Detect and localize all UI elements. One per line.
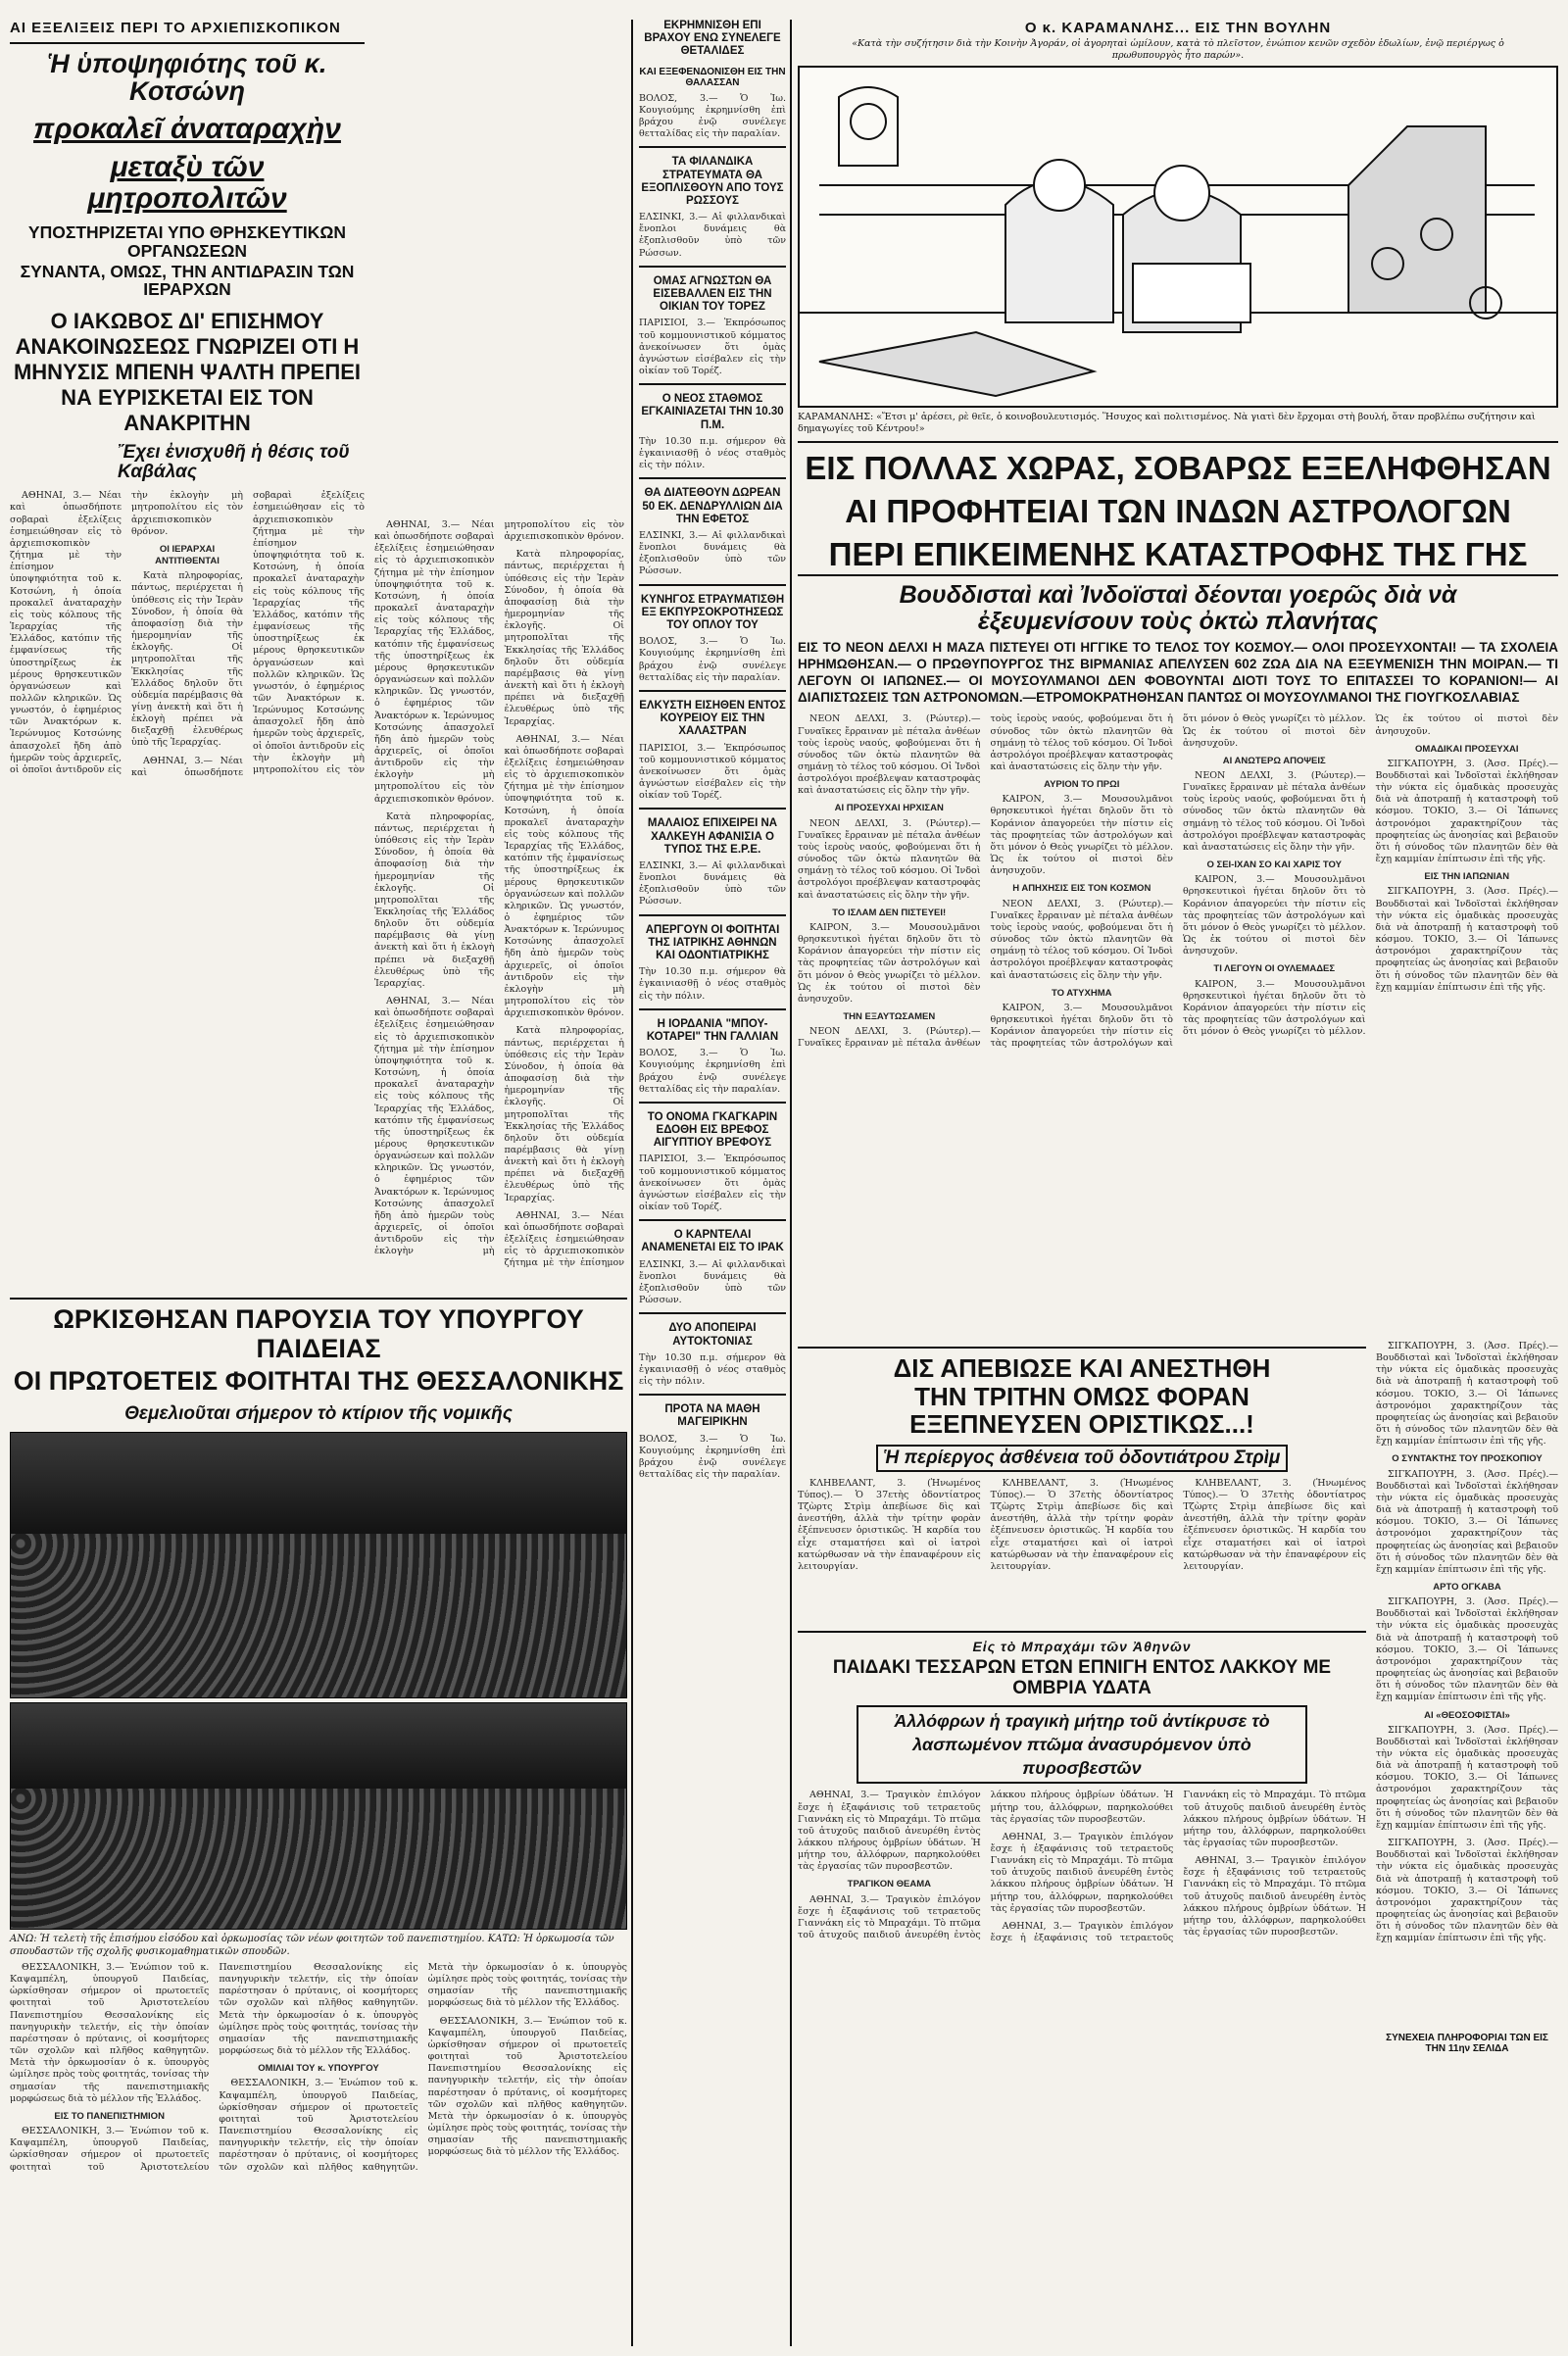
section-exautosamen: ΤΗΝ ΕΞΑΥΤΩΣΑΜΕΝ (843, 1010, 936, 1022)
article-text-4: ΝΕΟΝ ΔΕΛΧΙ, 3. (Ρώυτερ).— Γυναῖκες ἔρραιναν μὲ πέταλα ἀνθέων τοὺς ἱεροὺς ναούς, φοβούμεναι ὅτι ἡ σύνοδος τῶν ὀκτὼ πλανητῶν θὰ σημάνῃ τὸ τέλος τοῦ κόσμου. Οἱ Ἰνδοὶ ἀστρολόγοι προέβλεψαν καταστροφὰς καὶ ἀναστατώσεις εἰς ὅλην τὴν γῆν. (798, 713, 1173, 1050)
article-text-5: ΑΘΗΝΑΙ, 3.— Νέαι καὶ ὁπωσδήποτε σοβαραὶ ἐξελίξεις ἐσημειώθησαν εἰς τὸ ἀρχιεπισκοπικὸν ζήτημα μὲ τὴν ἐπίσημον ὑποψηφιότητα τοῦ κ. Κοτσώνη, ἡ ὁποία προκαλεῖ ἀναταραχὴν εἰς τοὺς κόλπους τῆς Ἱεραρχίας τῆς Ἑλλάδος, κατόπιν τῆς ἐμφανίσεως τῆς ὑποστηρίξεως ἐκ μέρους θρησκευτικῶν ὀργανώσεων καὶ πολλῶν κληρικῶν. Ὡς γνωστόν, ὁ ἐφημέριος τῶν Ἀνακτόρων κ. Ἱερώνυμος Κοτσώνης ἀπασχολεῖ ἤδη ἀπὸ ἡμερῶν τοὺς ἀρχιερεῖς, οἱ ὁποῖοι ἀντιδροῦν εἰς τὴν ἐκλογὴν μὴ μητροπολίτου εἰς τὸν ἀρχιεπισκοπικὸν θρόνον. (504, 733, 624, 1019)
cartoon-illustration (800, 68, 1556, 402)
article-text-2: Κατὰ πληροφορίας, πάντως, περιέρχεται ἡ ὑπόθεσις εἰς τὴν Ἱερὰν Σύνοδον, ἡ ὁποία θὰ ἀποφασίσῃ διὰ τὴν ἡμερομηνίαν τῆς ἐκλογῆς. Οἱ μητροπολῖται τῆς Ἐκκλησίας τῆς Ἑλλάδος δηλοῦν ὅτι οὐδεμία παρέμβασις θὰ γίνῃ ἀνεκτὴ καὶ ὅτι ἡ ἐκλογὴ πρέπει νὰ διεξαχθῇ ἐλευθέρως ὑπὸ τῆς Ἱεραρχίας. (374, 810, 495, 989)
photo-crowd (11, 1789, 626, 1929)
article-text-3: ΑΘΗΝΑΙ, 3.— Νέαι καὶ ὁπωσδήποτε σοβαραὶ ἐξελίξεις ἐσημειώθησαν εἰς τὸ ἀρχιεπισκοπικὸν ζήτημα μὲ τὴν ἐπίσημον ὑποψηφιότητα τοῦ κ. Κοτσώνη, ἡ ὁποία προκαλεῖ ἀναταραχὴν εἰς τοὺς κόλπους τῆς Ἱεραρχίας τῆς Ἑλλάδος, κατόπιν τῆς ἐμφανίσεως τῆς ὑποστηρίξεως ἐκ μέρους θρησκευτικῶν ὀργανώσεων καὶ πολλῶν κληρικῶν. Ὡς γνωστόν, ὁ ἐφημέριος τῶν Ἀνακτόρων κ. Ἱερώνυμος Κοτσώνης ἀπασχολεῖ ἤδη ἀπὸ ἡμερῶν τοὺς ἀρχιερεῖς, οἱ ὁποῖοι ἀντιδροῦν εἰς τὴν ἐκλογὴν μὴ μητροπολίτου εἰς τὸν ἀρχιεπισκοπικὸν θρόνον. (374, 519, 624, 1257)
divider (639, 266, 786, 268)
article-text-2: ΝΕΟΝ ΔΕΛΧΙ, 3. (Ρώυτερ).— Γυναῖκες ἔρραιναν μὲ πέταλα ἀνθέων τοὺς ἱεροὺς ναούς, φοβούμεναι ὅτι ἡ σύνοδος τῶν ὀκτὼ πλανητῶν θὰ σημάνῃ τὸ τέλος τοῦ κόσμου. Οἱ Ἰνδοὶ ἀστρολόγοι προέβλεψαν καταστροφὰς καὶ ἀναστατώσεις εἰς ὅλην τὴν γῆν. (798, 817, 981, 901)
divider (10, 1298, 627, 1300)
brief-station: Τὴν 10.30 π.μ. σήμερον θὰ ἐγκαινιασθῇ ὁ νέος σταθμὸς εἰς τὴν πόλιν. (639, 435, 786, 471)
column-rule (790, 20, 792, 2346)
students-article (10, 1292, 627, 2356)
divider (639, 1312, 786, 1314)
article-text-3: ΣΙΓΚΑΠΟΥΡΗ, 3. (Ἀσσ. Πρές).— Βουδδισταὶ καὶ Ἰνδοϊσταὶ ἐκλήθησαν τὴν νύκτα εἰς ὁμαδικὰς προσευχὰς διὰ νὰ ἀποτραπῇ ἡ καταστροφὴ τοῦ κόσμου. ΤΟΚΙΟ, 3.— Οἱ Ἰάπωνες ἀστρονόμοι χαρακτηρίζουν τὰς προφητείας ὡς ἀνοησίας καὶ βεβαιοῦν ὅτι ἡ σύνοδος τῶν πλανητῶν δὲν θὰ ἔχῃ καμμίαν ἐπίπτωσιν ἐπὶ τῆς γῆς. (1376, 1596, 1558, 1703)
cartoon-caption: ΚΑΡΑΜΑΝΛΗΣ: «Ἔτσι μ' ἀρέσει, ρὲ θεῖε, ὁ κοινοβουλευτισμός. Ἥσυχος καὶ πολιτισμένος. Νὰ γιατὶ δὲν ἔρχομαι στὴ βουλή, ὅταν προβλέπω συζήτησιν καὶ δημαγωγίες τοῦ Κέντρου!» (798, 411, 1536, 434)
photo-ceremony-top (10, 1432, 627, 1698)
subhead-reaction: ΣΥΝΑΝΤΑ, ΟΜΩΣ, ΤΗΝ ΑΝΤΙΔΡΑΣΙΝ ΤΩΝ ΙΕΡΑΡΧΩΝ (20, 261, 355, 300)
headline-barber: ΕΛΚΥΣΤΗ ΕΙΣΗΘΕΝ ΕΝΤΟΣ ΚΟΥΡΕΙΟΥ ΕΙΣ ΤΗΝ ΧΑΛΑΣΤΡΑΝ (639, 699, 786, 738)
headline-hunter: ΚΥΝΗΓΟΣ ΕΤΡΑΥΜΑΤΙΣΘΗ ΕΞ ΕΚΠΥΡΣΟΚΡΟΤΗΣΕΩΣ ΤΟΥ ΟΠΛΟΥ ΤΟΥ (640, 593, 785, 632)
divider (10, 42, 365, 44)
article-text-3: ΑΘΗΝΑΙ, 3.— Νέαι καὶ ὁπωσδήποτε σοβαραὶ ἐξελίξεις ἐσημειώθησαν εἰς τὸ ἀρχιεπισκοπικὸν ζήτημα μὲ τὴν ἐπίσημον ὑποψηφιότητα τοῦ κ. Κοτσώνη, ἡ ὁποία προκαλεῖ ἀναταραχὴν εἰς τοὺς κόλπους τῆς Ἱεραρχίας τῆς Ἑλλάδος, κατόπιν τῆς ἐμφανίσεως τῆς ὑποστηρίξεως ἐκ μέρους θρησκευτικῶν ὀργανώσεων καὶ πολλῶν κληρικῶν. Ὡς γνωστόν, ὁ ἐφημέριος τῶν Ἀνακτόρων κ. Ἱερώνυμος Κοτσώνης ἀπασχολεῖ ἤδη ἀπὸ ἡμερῶν τοὺς ἀρχιερεῖς, οἱ ὁποῖοι ἀντιδροῦν εἰς τὴν ἐκλογὴν μὴ μητροπολίτου εἰς τὸν (131, 490, 365, 778)
brief-gagarin: ΠΑΡΙΣΙΟΙ, 3.— Ἐκπρόσωπος τοῦ κομμουνιστικοῦ κόμματος ἀνεκοίνωσεν ὅτι ὁμὰς ἀγνώστων εἰσέβαλεν εἰς τὴν οἰκίαν τοῦ Τορέζ. (639, 1153, 786, 1213)
brief-trees: ΕΛΣΙΝΚΙ, 3.— Αἱ φιλλανδικαὶ ἔνοπλοι δυνάμεις θὰ ἐξοπλισθοῦν ὑπὸ τῶν Ρώσσων. (639, 530, 786, 577)
dentist-text (798, 1478, 1366, 1625)
dentist-headline-4: Ἡ περίεργος ἀσθένεια τοῦ ὀδοντιάτρου Στρὶμ (876, 1445, 1288, 1472)
headline-turmoil: προκαλεῖ ἀναταραχὴν (33, 112, 341, 145)
headline-kavala: Ἔχει ἐνισχυθῆ ἡ θέσις τοῦ Καβάλας (118, 442, 350, 483)
brief-rock: ΒΟΛΟΣ, 3.— Ὁ Ἰω. Κουγιούμης ἐκρημνίσθη ἐπὶ βράχου ἐνῷ συνέλεγε θετταλίδας εἰς τὴν παραλίαν. (639, 92, 786, 140)
article-text-2: ΑΘΗΝΑΙ, 3.— Τραγικὸν ἐπιλόγον ἔσχε ἡ ἐξαφάνισις τοῦ τετραετοῦς Γιαννάκη εἰς τὸ Μπραχάμι. Τὸ πτῶμα τοῦ ἀτυχοῦς παιδιοῦ ἀνευρέθη ἐντὸς λάκκου πλήρους ὀμβρίων ὑδάτων. Ἡ μήτηρ του, ἀλλόφρων, παρηκολούθει τὰς ἐργασίας τῶν πυροσβεστῶν. (798, 1790, 1174, 1941)
section-artogkava: ΑΡΤΟ ΟΓΚΑΒΑ (1433, 1581, 1501, 1593)
desk-prop (819, 332, 1094, 396)
kicker-archbishop: ΑΙ ΕΞΕΛΙΞΕΙΣ ΠΕΡΙ ΤΟ ΑΡΧΙΕΠΙΣΚΟΠΙΚΟΝ (10, 20, 341, 36)
article-text-2: Κατὰ πληροφορίας, πάντως, περιέρχεται ἡ ὑπόθεσις εἰς τὴν Ἱερὰν Σύνοδον, ἡ ὁποία θὰ ἀποφασίσῃ διὰ τὴν ἡμερομηνίαν τῆς ἐκλογῆς. Οἱ μητροπολῖται τῆς Ἐκκλησίας τῆς Ἑλλάδος δηλοῦν ὅτι οὐδεμία παρέμβασις θὰ γίνῃ ἀνεκτὴ καὶ ὅτι ἡ ἐκλογὴ πρέπει νὰ διεξαχθῇ ἐλευθέρως ὑπὸ τῆς Ἱεραρχίας. (131, 570, 243, 749)
cartoon-kicker: Ο κ. ΚΑΡΑΜΑΝΛΗΣ... ΕΙΣ ΤΗΝ ΒΟΥΛΗΝ (1024, 20, 1332, 36)
article-text-3: ΚΛΗΒΕΛΑΝΤ, 3. (Ἡνωμένος Τύπος).— Ὁ 37ετὴς ὀδοντίατρος Τζὼρτς Στρὶμ ἀπεβίωσε δὶς καὶ ἀνεστήθη, ἀλλὰ τὴν τρίτην φορὰν ἐξέπνευσεν ὁριστικῶς. Ἡ καρδία του εἶχε σταματήσει καὶ οἱ ἰατροὶ κατώρθωσαν νὰ τὴν ἐπαναφέρουν εἰς λειτουργίαν. (1183, 1477, 1366, 1572)
headline-station: Ο ΝΕΟΣ ΣΤΑΘΜΟΣ ΕΓΚΑΙΝΙΑΖΕΤΑΙ ΤΗΝ 10.30 Π.Μ. (641, 393, 784, 431)
photo-wall (11, 1703, 626, 1793)
section-prayers-group: ΟΜΑΔΙΚΑΙ ΠΡΟΣΕΥΧΑΙ (1415, 743, 1519, 755)
dentist-article (798, 1341, 1366, 2356)
lead-article (798, 713, 1558, 1262)
cartoon-drawing (798, 66, 1558, 408)
section-minister: ΟΜΙΛΙΑΙ ΤΟΥ κ. ΥΠΟΥΡΓΟΥ (258, 2063, 379, 2075)
divider (639, 808, 786, 810)
headline-suicide: ΔΥΟ ΑΠΟΠΕΙΡΑΙ ΑΥΤΟΚΤΟΝΙΑΣ (668, 1322, 757, 1348)
brief-cooking: ΒΟΛΟΣ, 3.— Ὁ Ἰω. Κουγιούμης ἐκρημνίσθη ἐπὶ βράχου ἐνῷ συνέλεγε θετταλίδας εἰς τὴν παραλίαν. (639, 1433, 786, 1481)
section-prayers: ΑΙ ΠΡΟΣΕΥΧΑΙ ΗΡΧΙΣΑΝ (834, 803, 944, 814)
brief-jordan: ΒΟΛΟΣ, 3.— Ὁ Ἰω. Κουγιούμης ἐκρημνίσθη ἐπὶ βράχου ἐνῷ συνέλεγε θετταλίδας εἰς τὴν παραλίαν. (639, 1048, 786, 1095)
photo-ceremony-bottom (10, 1702, 627, 1930)
article-text-6: Κατὰ πληροφορίας, πάντως, περιέρχεται ἡ ὑπόθεσις εἰς τὴν Ἱερὰν Σύνοδον, ἡ ὁποία θὰ ἀποφασίσῃ διὰ τὴν ἡμερομηνίαν τῆς ἐκλογῆς. Οἱ μητροπολῖται τῆς Ἐκκλησίας τῆς Ἑλλάδος δηλοῦν ὅτι οὐδεμία παρέμβασις θὰ γίνῃ ἀνεκτὴ καὶ ὅτι ἡ ἐκλογὴ πρέπει νὰ διεξαχθῇ ἐλευθέρως ὑπὸ τῆς Ἱεραρχίας. (504, 1025, 624, 1203)
cartoon-intro: «Κατὰ τὴν συζήτησιν διὰ τὴν Κοινὴν Ἀγοράν, οἱ ἀγορηταὶ ὡμίλουν, κατὰ τὸ πλεῖστον, ἐνώπιον κενῶν σχεδὸν ἐδωλίων, ἐνῷ περιέργως ὁ πρωθυπουργὸς ἦτο παρών». (852, 38, 1504, 61)
child-headline: ΠΑΙΔΑΚΙ ΤΕΣΣΑΡΩΝ ΕΤΩΝ ΕΠΝΙΓΗ ΕΝΤΟΣ ΛΑΚΚΟΥ ΜΕ ΟΜΒΡΙΑ ΥΔΑΤΑ (832, 1656, 1332, 1698)
section-editor: Ο ΣΥΝΤΑΚΤΗΣ ΤΟΥ ΠΡΟΣΚΟΠΙΟΥ (1392, 1453, 1543, 1465)
article-archbishop (10, 490, 365, 784)
article-text-5: ΚΑΙΡΟΝ, 3.— Μουσουλμᾶνοι θρησκευτικοὶ ἡγέται δηλοῦν ὅτι τὸ Κοράνιον ἀπαγορεύει τὴν πίστιν εἰς τὰς προφητείας τῶν ἀστρολόγων καὶ ὅτι μόνον ὁ Θεὸς γνωρίζει τὸ μέλλον. Ὡς ἐκ τούτου οἱ πιστοὶ δὲν ἀνησυχοῦν. (990, 794, 1173, 877)
article-students (10, 1962, 627, 2178)
section-accident: ΤΟ ΑΤΥΧΗΜΑ (1052, 987, 1112, 999)
divider (639, 914, 786, 916)
brief-finland: ΕΛΣΙΝΚΙ, 3.— Αἱ φιλλανδικαὶ ἔνοπλοι δυνάμεις θὰ ἐξοπλισθοῦν ὑπὸ τῶν Ρώσσων. (639, 212, 786, 259)
karamanlis-head (1154, 166, 1209, 221)
section-japan: ΕΙΣ ΤΗΝ ΙΑΠΩΝΙΑΝ (1424, 871, 1510, 883)
lead-headline-2: ΑΙ ΠΡΟΦΗΤΕΙΑΙ ΤΩΝ ΙΝΔΩΝ ΑΣΤΡΟΛΟΓΩΝ (845, 492, 1511, 529)
article-continued (374, 519, 624, 1274)
article-text-5: ΑΘΗΝΑΙ, 3.— Τραγικὸν ἐπιλόγον ἔσχε ἡ ἐξαφάνισις τοῦ τετραετοῦς Γιαννάκη εἰς τὸ Μπραχάμι. Τὸ πτῶμα τοῦ ἀτυχοῦς παιδιοῦ ἀνευρέθη ἐντὸς λάκκου πλήρους ὀμβρίων ὑδάτων. Ἡ μήτηρ του, ἀλλόφρων, παρηκολούθει τὰς ἐργασίας τῶν πυροσβεστῶν. (1183, 1855, 1366, 1939)
headline-kotsonis: Ἡ ὑποψηφιότης τοῦ κ. Κοτσώνη (47, 49, 327, 107)
child-kicker: Εἰς τὸ Μπραχάμι τῶν Ἀθηνῶν (972, 1638, 1192, 1654)
article-text: ΑΘΗΝΑΙ, 3.— Νέαι καὶ ὁπωσδήποτε σοβαραὶ ἐξελίξεις ἐσημειώθησαν εἰς τὸ ἀρχιεπισκοπικὸν ζήτημα μὲ τὴν ἐπίσημον ὑποψηφιότητα τοῦ κ. Κοτσώνη, ἡ ὁποία προκαλεῖ ἀναταραχὴν εἰς τοὺς κόλπους τῆς Ἱεραρχίας τῆς Ἑλλάδος, κατόπιν τῆς ἐμφανίσεως τῆς ὑποστηρίξεως ἐκ μέρους θρησκευτικῶν ὀργανώσεων καὶ πολλῶν κληρικῶν. Ὡς γνωστόν, ὁ ἐφημέριος τῶν Ἀνακτόρων κ. Ἱερώνυμος Κοτσώνης ἀπασχολεῖ ἤδη ἀπὸ ἡμερῶν τοὺς ἀρχιερεῖς, οἱ ὁποῖοι ἀντιδροῦν εἰς τὴν ἐκλογὴν μὴ μητροπολίτου εἰς τὸν ἀρχιεπισκοπικὸν θρόνον. (374, 519, 495, 805)
article-text-6: ΝΕΟΝ ΔΕΛΧΙ, 3. (Ρώυτερ).— Γυναῖκες ἔρραιναν μὲ πέταλα ἀνθέων τοὺς ἱεροὺς ναούς, φοβούμεναι ὅτι ἡ σύνοδος τῶν ὀκτὼ πλανητῶν θὰ σημάνῃ τὸ τέλος τοῦ κόσμου. Οἱ Ἰνδοὶ ἀστρολόγοι προέβλεψαν καταστροφὰς καὶ ἀναστατώσεις εἰς ὅλην τὴν γῆν. (990, 898, 1173, 981)
article-text-12: ΣΙΓΚΑΠΟΥΡΗ, 3. (Ἀσσ. Πρές).— Βουδδισταὶ καὶ Ἰνδοϊσταὶ ἐκλήθησαν τὴν νύκτα εἰς ὁμαδικὰς προσευχὰς διὰ νὰ ἀποτραπῇ ἡ καταστροφὴ τοῦ κόσμου. ΤΟΚΙΟ, 3.— Οἱ Ἰάπωνες ἀστρονόμοι χαρακτηρίζουν τὰς προφητείας ὡς ἀνοησίας καὶ βεβαιοῦν ὅτι ἡ σύνοδος τῶν πλανητῶν δὲν θὰ ἔχῃ καμμίαν ἐπίπτωσιν ἐπὶ τῆς γῆς. (1375, 886, 1558, 993)
headline-gagarin: ΤΟ ΟΝΟΜΑ ΓΚΑΓΚΑΡΙΝ ΕΔΟΘΗ ΕΙΣ ΒΡΕΦΟΣ ΑΙΓΥΠΤΙΟΥ ΒΡΕΦΟΥΣ (647, 1110, 778, 1150)
divider (639, 1394, 786, 1396)
archbishop-continued (374, 519, 624, 1274)
section-hierarchs: ΟΙ ΙΕΡΑΡΧΑΙ ΑΝΤΙΤΙΘΕΝΤΑΙ (155, 543, 220, 567)
photo-caption: ΑΝΩ: Ἡ τελετὴ τῆς ἐπισήμου εἰσόδου καὶ ὁρκωμοσίας τῶν νέων φοιτητῶν τοῦ πανεπιστημίου. ΚΑΤΩ: Ἡ ὁρκωμοσία τῶν σπουδαστῶν τῆς σχολῆς φυσικομαθηματικῶν σπουδῶν. (10, 1934, 614, 1957)
article-text-2: ΘΕΣΣΑΛΟΝΙΚΗ, 3.— Ἐνώπιον τοῦ κ. Καψαμπέλη, ὑπουργοῦ Παιδείας, ὡρκίσθησαν σήμερον οἱ πρωτοετεῖς φοιτηταὶ τοῦ Ἀριστοτελείου Πανεπιστημίου Θεσσαλονίκης εἰς πανηγυρικὴν τελετήν, εἰς τὴν ὁποίαν παρέστησαν ὁ πρύτανις, οἱ κοσμήτορες τῶν σχολῶν καὶ πλῆθος καθηγητῶν. Μετὰ τὴν ὁρκωμοσίαν ὁ κ. ὑπουργὸς ὡμίλησε πρὸς τοὺς φοιτητάς, τονίσας τὴν σημασίαν τῆς πανεπιστημιακῆς μορφώσεως διὰ τὸ μέλλον τῆς Ἑλλάδος. (10, 1962, 418, 2173)
lead-headline-3: ΠΕΡΙ ΕΠΙΚΕΙΜΕΝΗΣ ΚΑΤΑΣΤΡΟΦΗΣ ΤΗΣ ΓΗΣ (798, 535, 1558, 576)
divider (639, 383, 786, 385)
brief-thorez: ΠΑΡΙΣΙΟΙ, 3.— Ἐκπρόσωπος τοῦ κομμουνιστικοῦ κόμματος ἀνεκοίνωσεν ὅτι ὁμὰς ἀγνώστων εἰσέβαλεν εἰς τὴν οἰκίαν τοῦ Τορέζ. (639, 318, 786, 377)
dentist-headline-3: ΕΞΕΠΝΕΥΣΕΝ ΟΡΙΣΤΙΚΩΣ...! (909, 1409, 1254, 1440)
divider (798, 1347, 1366, 1349)
lead-headline-4: Βουδδισταὶ καὶ Ἰνδοϊσταὶ δέονται γοερῶς διὰ νὰ ἐξευμενίσουν τοὺς ὀκτὼ πλανήτας (899, 581, 1457, 635)
article-text: ΚΛΗΒΕΛΑΝΤ, 3. (Ἡνωμένος Τύπος).— Ὁ 37ετὴς ὀδοντίατρος Τζὼρτς Στρὶμ ἀπεβίωσε δὶς καὶ ἀνεστήθη, ἀλλὰ τὴν τρίτην φορὰν ἐξέπνευσεν ὁριστικῶς. Ἡ καρδία του εἶχε σταματήσει καὶ οἱ ἰατροὶ κατώρθωσαν νὰ τὴν ἐπαναφέρουν εἰς λειτουργίαν. (798, 1477, 981, 1572)
section-islam: ΤΟ ΙΣΛΑΜ ΔΕΝ ΠΙΣΤΕΥΕΙ! (832, 907, 947, 918)
column-rule (631, 20, 633, 2346)
article-text-7: ΚΑΙΡΟΝ, 3.— Μουσουλμᾶνοι θρησκευτικοὶ ἡγέται δηλοῦν ὅτι τὸ Κοράνιον ἀπαγορεύει τὴν πίστιν εἰς τὰς προφητείας τῶν ἀστρολόγων καὶ ὅτι μόνον ὁ Θεὸς γνωρίζει τὸ μέλλον. Ὡς ἐκ τούτου οἱ πιστοὶ δὲν ἀνησυχοῦν. (990, 713, 1366, 1050)
headline-iakovos: Ο ΙΑΚΩΒΟΣ ΔΙ' ΕΠΙΣΗΜΟΥ ΑΝΑΚΟΙΝΩΣΕΩΣ ΓΝΩΡΙΖΕΙ ΟΤΙ Η ΜΗΝΥΣΙΣ ΜΠΕΝΗ ΨΑΛΤΗ ΠΡΕΠΕΙ ΝΑ ΕΥΡΙΣΚΕΤΑΙ ΕΙΣ ΤΟΝ ΑΝΑΚΡΙΤΗΝ (13, 308, 362, 435)
minister-head (1034, 160, 1085, 211)
brief-malaios: ΕΛΣΙΝΚΙ, 3.— Αἱ φιλλανδικαὶ ἔνοπλοι δυνάμεις θὰ ἐξοπλισθοῦν ὑπὸ τῶν Ρώσσων. (639, 860, 786, 908)
article-text-3: ΑΘΗΝΑΙ, 3.— Τραγικὸν ἐπιλόγον ἔσχε ἡ ἐξαφάνισις τοῦ τετραετοῦς Γιαννάκη εἰς τὸ Μπραχάμι. Τὸ πτῶμα τοῦ ἀτυχοῦς παιδιοῦ ἀνευρέθη ἐντὸς λάκκου πλήρους ὀμβρίων ὑδάτων. Ἡ μήτηρ του, ἀλλόφρων, παρηκολούθει τὰς ἐργασίας τῶν πυροσβεστῶν. (990, 1831, 1174, 1914)
article-text-4: Κατὰ πληροφορίας, πάντως, περιέρχεται ἡ ὑπόθεσις εἰς τὴν Ἱερὰν Σύνοδον, ἡ ὁποία θὰ ἀποφασίσῃ διὰ τὴν ἡμερομηνίαν τῆς ἐκλογῆς. Οἱ μητροπολῖται τῆς Ἐκκλησίας τῆς Ἑλλάδος δηλοῦν ὅτι οὐδεμία παρέμβασις θὰ γίνῃ ἀνεκτὴ καὶ ὅτι ἡ ἐκλογὴ πρέπει νὰ διεξαχθῇ ἐλευθέρως ὑπὸ τῆς Ἱεραρχίας. (504, 549, 624, 727)
divider (798, 441, 1558, 443)
lead-summary: ΕΙΣ ΤΟ ΝΕΟΝ ΔΕΛΧΙ Η ΜΑΖΑ ΠΙΣΤΕΥΕΙ ΟΤΙ ΗΓΓΙΚΕ ΤΟ ΤΕΛΟΣ ΤΟΥ ΚΟΣΜΟΥ.— ΟΛΟΙ ΠΡΟΣΕΥΧΟΝΤΑΙ! — ΤΑ ΣΧΟΛΕΙΑ ΗΡΗΜΩΘΗΣΑΝ.— Ο ΠΡΩΘΥΠΟΥΡΓΟΣ ΤΗΣ ΒΙΡΜΑΝΙΑΣ ΑΠΕΛΥΣΕΝ 602 ΖΩΑ ΔΙΑ ΝΑ ΕΞΕΥΜΕΝΙΣΗ ΤΗΝ ΜΟΙΡΑΝ.— ΤΙ ΛΕΓΟΥΝ ΟΙ ΙΑΠΩΝΕΣ.— ΟΙ ΜΟΥΣΟΥΛΜΑΝΟΙ ΔΕΝ ΦΟΒΟΥΝΤΑΙ ΔΙΟΤΙ ΤΟΥΣ ΤΟ ΕΠΙΤΑΣΣΕΙ ΤΟ ΚΟΡΑΝΙΟΝ!— ΑΙ ΔΙΑΠΙΣΤΩΣΕΙΣ ΤΩΝ ΑΣΤΡΟΝΟΜΩΝ.—ΕΤΡΟΜΟΚΡΑΤΗΘΗΣΑΝ ΠΑΝΤΩΣ ΟΙ ΜΟΥΣΟΥΛΜΑΝΟΙ ΤΗΣ ΓΙΟΥΓΚΟΣΛΑΒΙΑΣ (798, 639, 1558, 705)
article-text: ΣΙΓΚΑΠΟΥΡΗ, 3. (Ἀσσ. Πρές).— Βουδδισταὶ καὶ Ἰνδοϊσταὶ ἐκλήθησαν τὴν νύκτα εἰς ὁμαδικὰς προσευχὰς διὰ νὰ ἀποτραπῇ ἡ καταστροφὴ τοῦ κόσμου. ΤΟΚΙΟ, 3.— Οἱ Ἰάπωνες ἀστρονόμοι χαρακτηρίζουν τὰς προφητείας ὡς ἀνοησίας καὶ βεβαιοῦν ὅτι ἡ σύνοδος τῶν πλανητῶν δὲν θὰ ἔχῃ καμμίαν ἐπίπτωσιν ἐπὶ τῆς γῆς. (1376, 1341, 1558, 1448)
article-text-3: ΚΑΙΡΟΝ, 3.— Μουσουλμᾶνοι θρησκευτικοὶ ἡγέται δηλοῦν ὅτι τὸ Κοράνιον ἀπαγορεύει τὴν πίστιν εἰς τὰς προφητείας τῶν ἀστρολόγων καὶ ὅτι μόνον ὁ Θεὸς γνωρίζει τὸ μέλλον. Ὡς ἐκ τούτου οἱ πιστοὶ δὲν ἀνησυχοῦν. (798, 921, 981, 1005)
section-seiichan: Ο ΣΕΙ-ΙΧΑΝ ΣΟ ΚΑΙ ΧΑΡΙΣ ΤΟΥ (1206, 859, 1343, 871)
section-views: ΑΙ ΑΝΩΤΕΡΩ ΑΠΟΨΕΙΣ (1222, 755, 1326, 766)
article-text: ΘΕΣΣΑΛΟΝΙΚΗ, 3.— Ἐνώπιον τοῦ κ. Καψαμπέλη, ὑπουργοῦ Παιδείας, ὡρκίσθησαν σήμερον οἱ πρωτοετεῖς φοιτηταὶ τοῦ Ἀριστοτελείου Πανεπιστημίου Θεσσαλονίκης εἰς πανηγυρικὴν τελετήν, εἰς τὴν ὁποίαν παρέστησαν ὁ πρύτανις, οἱ κοσμήτορες τῶν σχολῶν καὶ πλῆθος καθηγητῶν. Μετὰ τὴν ὁρκωμοσίαν ὁ κ. ὑπουργὸς ὡμίλησε πρὸς τοὺς φοιτητάς, τονίσας τὴν σημασίαν τῆς πανεπιστημιακῆς μορφώσεως διὰ τὸ μέλλον τῆς Ἑλλάδος. (10, 1962, 210, 2104)
headline-law-building: Θεμελιοῦται σήμερον τὸ κτίριον τῆς νομικῆς (124, 1403, 513, 1425)
headline-finland: ΤΑ ΦΙΛΑΝΔΙΚΑ ΣΤΡΑΤΕΥΜΑΤΑ ΘΑ ΕΞΟΠΛΙΣΘΟΥΝ ΑΠΟ ΤΟΥΣ ΡΩΣΣΟΥΣ (641, 156, 784, 207)
divider (639, 1219, 786, 1221)
headline-thorez: ΟΜΑΣ ΑΓΝΩΣΤΩΝ ΘΑ ΕΙΣΕΒΑΛΛΕΝ ΕΙΣ ΤΗΝ ΟΙΚΙΑΝ ΤΟΥ ΤΟΡΕΖ (653, 274, 772, 314)
article-text-4: ΣΙΓΚΑΠΟΥΡΗ, 3. (Ἀσσ. Πρές).— Βουδδισταὶ καὶ Ἰνδοϊσταὶ ἐκλήθησαν τὴν νύκτα εἰς ὁμαδικὰς προσευχὰς διὰ νὰ ἀποτραπῇ ἡ καταστροφὴ τοῦ κόσμου. ΤΟΚΙΟ, 3.— Οἱ Ἰάπωνες ἀστρονόμοι χαρακτηρίζουν τὰς προφητείας ὡς ἀνοησίας καὶ βεβαιοῦν ὅτι ἡ σύνοδος τῶν πλανητῶν δὲν θὰ ἔχῃ καμμίαν ἐπίπτωσιν ἐπὶ τῆς γῆς. (1376, 1724, 1558, 1831)
headline-cooking: ΠΡΟΤΑ ΝΑ ΜΑΘΗ ΜΑΓΕΙΡΙΚΗΝ (664, 1403, 760, 1429)
article-text-5: ΣΙΓΚΑΠΟΥΡΗ, 3. (Ἀσσ. Πρές).— Βουδδισταὶ καὶ Ἰνδοϊσταὶ ἐκλήθησαν τὴν νύκτα εἰς ὁμαδικὰς προσευχὰς διὰ νὰ ἀποτραπῇ ἡ καταστροφὴ τοῦ κόσμου. ΤΟΚΙΟ, 3.— Οἱ Ἰάπωνες ἀστρονόμοι χαρακτηρίζουν τὰς προφητείας ὡς ἀνοησίας καὶ βεβαιοῦν ὅτι ἡ σύνοδος τῶν πλανητῶν δὲν θὰ ἔχῃ καμμίαν ἐπίπτωσιν ἐπὶ τῆς γῆς. (1376, 1838, 1558, 1944)
article-text-4: ΑΘΗΝΑΙ, 3.— Τραγικὸν ἐπιλόγον ἔσχε ἡ ἐξαφάνισις τοῦ τετραετοῦς Γιαννάκη εἰς τὸ Μπραχάμι. Τὸ πτῶμα τοῦ ἀτυχοῦς παιδιοῦ ἀνευρέθη ἐντὸς λάκκου πλήρους ὀμβρίων ὑδάτων. Ἡ μήτηρ του, ἀλλόφρων, παρηκολούθει τὰς ἐργασίας τῶν πυροσβεστῶν. (990, 1790, 1366, 1944)
section-theosophists: ΑΙ «ΘΕΟΣΟΦΙΣΤΑΙ» (1424, 1709, 1510, 1721)
headline-strike: ΑΠΕΡΓΟΥΝ ΟΙ ΦΟΙΤΗΤΑΙ ΤΗΣ ΙΑΤΡΙΚΗΣ ΑΘΗΝΩΝ ΚΑΙ ΟΔΟΝΤΙΑΤΡΙΚΗΣ (645, 923, 780, 962)
headline-students: ΟΙ ΠΡΩΤΟΕΤΕΙΣ ΦΟΙΤΗΤΑΙ ΤΗΣ ΘΕΣΣΑΛΟΝΙΚΗΣ (13, 1366, 624, 1397)
article-text-8: ΝΕΟΝ ΔΕΛΧΙ, 3. (Ρώυτερ).— Γυναῖκες ἔρραιναν μὲ πέταλα ἀνθέων τοὺς ἱεροὺς ναούς, φοβούμεναι ὅτι ἡ σύνοδος τῶν ὀκτὼ πλανητῶν θὰ σημάνῃ τὸ τέλος τοῦ κόσμου. Οἱ Ἰνδοὶ ἀστρολόγοι προέβλεψαν καταστροφὰς καὶ ἀναστατώσεις εἰς ὅλην τὴν γῆν. (1183, 770, 1366, 853)
section-university: ΕΙΣ ΤΟ ΠΑΝΕΠΙΣΤΗΜΙΟΝ (54, 2110, 165, 2122)
brief-suicide: Τὴν 10.30 π.μ. σήμερον θὰ ἐγκαινιασθῇ ὁ νέος σταθμὸς εἰς τὴν πόλιν. (639, 1351, 786, 1388)
headline-trees: ΘΑ ΔΙΑΤΕΘΟΥΝ ΔΩΡΕΑΝ 50 ΕΚ. ΔΕΝΔΡΥΛΛΙΩΝ ΔΙΑ ΤΗΝ ΕΦΕΤΟΣ (642, 487, 783, 525)
brief-strike: Τὴν 10.30 π.μ. σήμερον θὰ ἐγκαινιασθῇ ὁ νέος σταθμὸς εἰς τὴν πόλιν. (639, 966, 786, 1002)
brief-barber: ΠΑΡΙΣΙΟΙ, 3.— Ἐκπρόσωπος τοῦ κομμουνιστικοῦ κόμματος ἀνεκοίνωσεν ὅτι ὁμὰς ἀγνώστων εἰσέβαλεν εἰς τὴν οἰκίαν τοῦ Τορέζ. (639, 742, 786, 802)
headline-kardelj: Ο ΚΑΡΝΤΕΛΑΙ ΑΝΑΜΕΝΕΤΑΙ ΕΙΣ ΤΟ ΙΡΑΚ (641, 1229, 784, 1254)
lead-headline-1: ΕΙΣ ΠΟΛΛΑΣ ΧΩΡΑΣ, ΣΟΒΑΡΩΣ ΕΞΕΛΗΦΘΗΣΑΝ (805, 449, 1551, 486)
news-column (639, 20, 786, 2356)
divider (639, 477, 786, 479)
headline-sea: ΚΑΙ ΕΞΕΦΕΝΔΟΝΙΣΘΗ ΕΙΣ ΤΗΝ ΘΑΛΑΣΣΑΝ (639, 66, 786, 89)
brief-hunter: ΒΟΛΟΣ, 3.— Ὁ Ἰω. Κουγιούμης ἐκρημνίσθη ἐπὶ βράχου ἐνῷ συνέλεγε θετταλίδας εἰς τὴν παραλίαν. (639, 636, 786, 683)
right-text (1376, 1341, 1558, 2027)
headline-rock: ΕΚΡΗΜΝΙΣΘΗ ΕΠΙ ΒΡΑΧΟΥ ΕΝΩ ΣΥΝΕΛΕΓΕ ΘΕΤΑΛΙΔΕΣ (644, 20, 781, 58)
brief-kardelj: ΕΛΣΙΝΚΙ, 3.— Αἱ φιλλανδικαὶ ἔνοπλοι δυνάμεις θὰ ἐξοπλισθοῦν ὑπὸ τῶν Ρώσσων. (639, 1258, 786, 1306)
speaker-head (851, 104, 886, 139)
article-text-7: ΑΘΗΝΑΙ, 3.— Νέαι καὶ ὁπωσδήποτε σοβαραὶ ἐξελίξεις ἐσημειώθησαν εἰς τὸ ἀρχιεπισκοπικὸν ζήτημα μὲ τὴν ἐπίσημον (504, 1209, 624, 1269)
article-text: ΝΕΟΝ ΔΕΛΧΙ, 3. (Ρώυτερ).— Γυναῖκες ἔρραιναν μὲ πέταλα ἀνθέων τοὺς ἱεροὺς ναούς, φοβούμεναι ὅτι ἡ σύνοδος τῶν ὀκτὼ πλανητῶν θὰ σημάνῃ τὸ τέλος τοῦ κόσμου. Οἱ Ἰνδοὶ ἀστρολόγοι προέβλεψαν καταστροφὰς καὶ ἀναστατώσεις εἰς ὅλην τὴν γῆν. (798, 713, 981, 797)
headline-jordan: Η ΙΟΡΔΑΝΙΑ "ΜΠΟΥ-ΚΟΤΑΡΕΙ" ΤΗΝ ΓΑΛΛΙΑΝ (646, 1017, 779, 1043)
subhead-support: ΥΠΟΣΤΗΡΙΖΕΤΑΙ ΥΠΟ ΘΡΗΣΚΕΥΤΙΚΩΝ ΟΡΓΑΝΩΣΕΩΝ (27, 222, 347, 261)
article-text-11: ΣΙΓΚΑΠΟΥΡΗ, 3. (Ἀσσ. Πρές).— Βουδδισταὶ καὶ Ἰνδοϊσταὶ ἐκλήθησαν τὴν νύκτα εἰς ὁμαδικὰς προσευχὰς διὰ νὰ ἀποτραπῇ ἡ καταστροφὴ τοῦ κόσμου. ΤΟΚΙΟ, 3.— Οἱ Ἰάπωνες ἀστρονόμοι χαρακτηρίζουν τὰς προφητείας ὡς ἀνοησίας καὶ βεβαιοῦν ὅτι ἡ σύνοδος τῶν πλανητῶν δὲν θὰ ἔχῃ καμμίαν ἐπίπτωσιν ἐπὶ τῆς γῆς. (1375, 758, 1558, 865)
headline-malaios: ΜΑΛΑΙΟΣ ΕΠΙΧΕΙΡΕΙ ΝΑ ΧΑΛΚΕΥΗ ΑΦΑΝΙΣΙΑ Ο ΤΥΠΟΣ ΤΗΣ Ε.Ρ.Ε. (647, 817, 778, 856)
article-text-2: ΚΛΗΒΕΛΑΝΤ, 3. (Ἡνωμένος Τύπος).— Ὁ 37ετὴς ὀδοντίατρος Τζὼρτς Στρὶμ ἀπεβίωσε δὶς καὶ ἀνεστήθη, ἀλλὰ τὴν τρίτην φορὰν ἐξέπνευσεν ὁριστικῶς. Ἡ καρδία του εἶχε σταματήσει καὶ οἱ ἰατροὶ κατώρθωσαν νὰ τὴν ἐπαναφέρουν εἰς λειτουργίαν. (990, 1477, 1174, 1572)
child-subheadline: Ἀλλόφρων ἡ τραγικὴ μήτηρ τοῦ ἀντίκρυσε τὸ λασπωμένον πτῶμα ἀνασυρόμενον ὑπὸ πυροσβεστῶν (857, 1705, 1307, 1785)
article-text: ΑΘΗΝΑΙ, 3.— Νέαι καὶ ὁπωσδήποτε σοβαραὶ ἐξελίξεις ἐσημειώθησαν εἰς τὸ ἀρχιεπισκοπικὸν ζήτημα μὲ τὴν ἐπίσημον ὑποψηφιότητα τοῦ κ. Κοτσώνη, ἡ ὁποία προκαλεῖ ἀναταραχὴν εἰς τοὺς κόλπους τῆς Ἱεραρχίας τῆς Ἑλλάδος, κατόπιν τῆς ἐμφανίσεως τῆς ὑποστηρίξεως ἐκ μέρους θρησκευτικῶν ὀργανώσεων καὶ πολλῶν κληρικῶν. Ὡς γνωστόν, ὁ ἐφημέριος τῶν Ἀνακτόρων κ. Ἱερώνυμος Κοτσώνης ἀπασχολεῖ ἤδη ἀπὸ ἡμερῶν τοὺς ἀρχιερεῖς, οἱ ὁποῖοι ἀντιδροῦν εἰς τὴν ἐκλογὴν μὴ μητροπολίτου εἰς τὸν ἀρχιεπισκοπικὸν θρόνον. (10, 490, 243, 775)
article-text-10: ΚΑΙΡΟΝ, 3.— Μουσουλμᾶνοι θρησκευτικοὶ ἡγέται δηλοῦν ὅτι τὸ Κοράνιον ἀπαγορεύει τὴν πίστιν εἰς τὰς προφητείας τῶν ἀστρολόγων καὶ ὅτι μόνον ὁ Θεὸς γνωρίζει τὸ μέλλον. Ὡς ἐκ τούτου οἱ πιστοὶ δὲν ἀνησυχοῦν. (1183, 713, 1558, 1038)
speaker-figure (839, 87, 898, 166)
divider (798, 1631, 1366, 1633)
section-tomorrow: ΑΥΡΙΟΝ ΤΟ ΠΡΩΙ (1044, 779, 1120, 791)
article-text: ΑΘΗΝΑΙ, 3.— Τραγικὸν ἐπιλόγον ἔσχε ἡ ἐξαφάνισις τοῦ τετραετοῦς Γιαννάκη εἰς τὸ Μπραχάμι. Τὸ πτῶμα τοῦ ἀτυχοῦς παιδιοῦ ἀνευρέθη ἐντὸς λάκκου πλήρους ὀμβρίων ὑδάτων. Ἡ μήτηρ του, ἀλλόφρων, παρηκολούθει τὰς ἐργασίας τῶν πυροσβεστῶν. (798, 1790, 981, 1873)
divider (639, 1008, 786, 1010)
article-text-2: ΣΙΓΚΑΠΟΥΡΗ, 3. (Ἀσσ. Πρές).— Βουδδισταὶ καὶ Ἰνδοϊσταὶ ἐκλήθησαν τὴν νύκτα εἰς ὁμαδικὰς προσευχὰς διὰ νὰ ἀποτραπῇ ἡ καταστροφὴ τοῦ κόσμου. ΤΟΚΙΟ, 3.— Οἱ Ἰάπωνες ἀστρονόμοι χαρακτηρίζουν τὰς προφητείας ὡς ἀνοησίας καὶ βεβαιοῦν ὅτι ἡ σύνοδος τῶν πλανητῶν δὲν θὰ ἔχῃ καμμίαν ἐπίπτωσιν ἐπὶ τῆς γῆς. (1376, 1468, 1558, 1575)
dentist-headline-2: ΤΗΝ ΤΡΙΤΗΝ ΟΜΩΣ ΦΟΡΑΝ (914, 1381, 1250, 1411)
section-ulemas: ΤΙ ΛΕΓΟΥΝ ΟΙ ΟΥΛΕΜΑΔΕΣ (1213, 963, 1336, 975)
divider (639, 1102, 786, 1104)
headline-sworn: ΩΡΚΙΣΘΗΣΑΝ ΠΑΡΟΥΣΙΑ ΤΟΥ ΥΠΟΥΡΓΟΥ ΠΑΙΔΕΙΑΣ (53, 1304, 584, 1363)
photo-wall (11, 1433, 626, 1539)
dentist-headline-1: ΔΙΣ ΑΠΕΒΙΩΣΕ ΚΑΙ ΑΝΕΣΤΗΘΗ (893, 1353, 1271, 1383)
divider (639, 690, 786, 692)
continued-note: ΣΥΝΕΧΕΙΑ ΠΛΗΡΟΦΟΡΙΑΙ ΤΩΝ ΕΙΣ ΤΗΝ 11ην ΣΕΛΙΔΑ (1386, 2033, 1548, 2054)
newspaper-prop (1133, 264, 1250, 322)
divider (639, 146, 786, 148)
section-tragic: ΤΡΑΓΙΚΟΝ ΘΕΑΜΑ (847, 1879, 931, 1890)
child-text (798, 1790, 1366, 2280)
photo-crowd (11, 1534, 626, 1697)
headline-metropolitans: μεταξὺ τῶν μητροπολιτῶν (87, 151, 287, 215)
divider (639, 584, 786, 586)
article-text-9: ΚΑΙΡΟΝ, 3.— Μουσουλμᾶνοι θρησκευτικοὶ ἡγέται δηλοῦν ὅτι τὸ Κοράνιον ἀπαγορεύει τὴν πίστιν εἰς τὰς προφητείας τῶν ἀστρολόγων καὶ ὅτι μόνον ὁ Θεὸς γνωρίζει τὸ μέλλον. Ὡς ἐκ τούτου οἱ πιστοὶ δὲν ἀνησυχοῦν. (1183, 874, 1366, 957)
right-column (1376, 1341, 1558, 2356)
article-text-3: ΘΕΣΣΑΛΟΝΙΚΗ, 3.— Ἐνώπιον τοῦ κ. Καψαμπέλη, ὑπουργοῦ Παιδείας, ὡρκίσθησαν σήμερον οἱ πρωτοετεῖς φοιτηταὶ τοῦ Ἀριστοτελείου Πανεπιστημίου Θεσσαλονίκης εἰς πανηγυρικὴν τελετήν, εἰς τὴν ὁποίαν παρέστησαν ὁ πρύτανις, οἱ κοσμήτορες τῶν σχολῶν καὶ πλῆθος καθηγητῶν. Μετὰ τὴν ὁρκωμοσίαν ὁ κ. ὑπουργὸς ὡμίλησε πρὸς τοὺς φοιτητάς, τονίσας τὴν σημασίαν τῆς πανεπιστημιακῆς μορφώσεως διὰ τὸ μέλλον τῆς Ἑλλάδος. (219, 1962, 627, 2173)
doorway (1348, 126, 1486, 313)
article-text-4: ΘΕΣΣΑΛΟΝΙΚΗ, 3.— Ἐνώπιον τοῦ κ. Καψαμπέλη, ὑπουργοῦ Παιδείας, ὡρκίσθησαν σήμερον οἱ πρωτοετεῖς φοιτηταὶ τοῦ Ἀριστοτελείου Πανεπιστημίου Θεσσαλονίκης εἰς πανηγυρικὴν τελετήν, εἰς τὴν ὁποίαν παρέστησαν ὁ πρύτανις, οἱ κοσμήτορες τῶν σχολῶν καὶ πλῆθος καθηγητῶν. Μετὰ τὴν ὁρκωμοσίαν ὁ κ. ὑπουργὸς ὡμίλησε πρὸς τοὺς φοιτητάς, τονίσας τὴν σημασίαν τῆς πανεπιστημιακῆς μορφώσεως διὰ τὸ μέλλον τῆς Ἑλλάδος. (427, 2015, 627, 2158)
section-world: Η ΑΠΗΧΗΣΙΣ ΕΙΣ ΤΟΝ ΚΟΣΜΟΝ (1012, 883, 1152, 895)
